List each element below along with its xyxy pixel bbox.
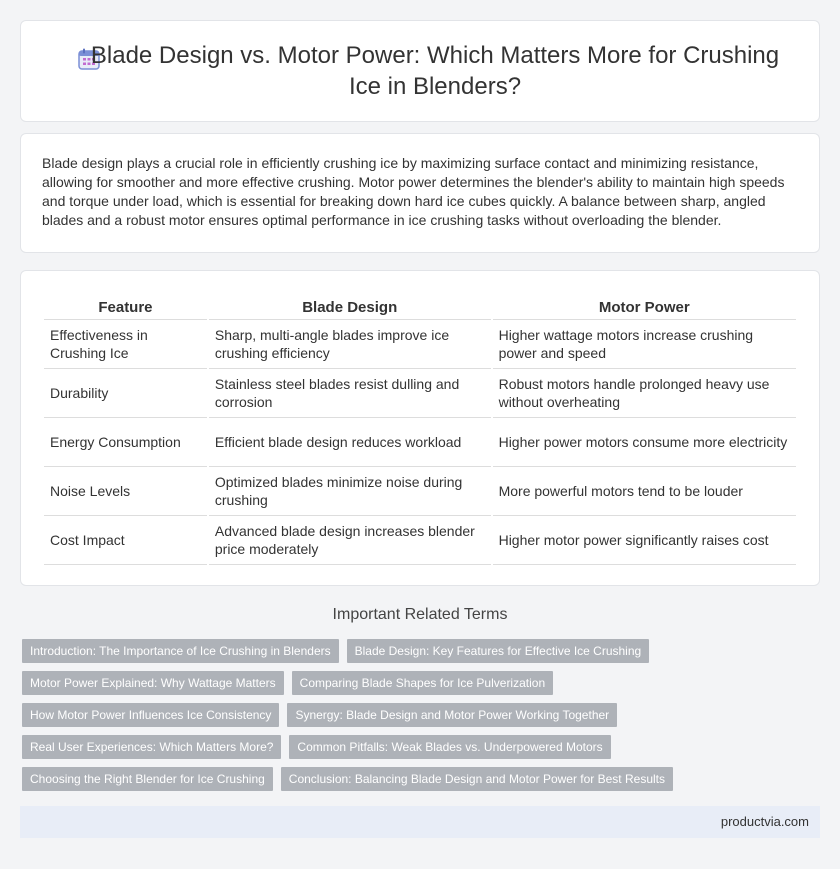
related-term-tag[interactable]: Motor Power Explained: Why Wattage Matters <box>22 671 284 695</box>
table-row <box>44 418 796 467</box>
page-title: Blade Design vs. Motor Power: Which Matters More for Crushing Ice in Blenders? <box>90 42 780 100</box>
related-term-tag[interactable]: How Motor Power Influences Ice Consistency <box>22 703 279 727</box>
related-term-tag[interactable]: Introduction: The Importance of Ice Crushing in Blenders <box>22 639 339 663</box>
related-terms-heading: Important Related Terms <box>332 606 508 623</box>
table-cell-blade: Advanced blade design increases blender price moderately <box>209 516 491 565</box>
table-cell-motor: Higher wattage motors increase crushing power and speed <box>493 320 796 369</box>
table-cell-blade: Efficient blade design reduces workload <box>209 418 491 467</box>
related-term-tag[interactable]: Real User Experiences: Which Matters More? <box>22 735 281 759</box>
related-term-tag[interactable]: Blade Design: Key Features for Effective Ice Crushing <box>347 639 650 663</box>
related-term-tag[interactable]: Synergy: Blade Design and Motor Power Working Together <box>287 703 617 727</box>
table-row <box>44 467 796 516</box>
title-card <box>20 20 820 122</box>
header-motor-power: Motor Power <box>493 295 796 320</box>
related-term-tag[interactable]: Choosing the Right Blender for Ice Crushing <box>22 767 273 791</box>
table-cell-motor: More powerful motors tend to be louder <box>493 467 796 516</box>
table-cell-feature: Noise Levels <box>44 467 207 516</box>
related-term-tag[interactable]: Comparing Blade Shapes for Ice Pulverization <box>292 671 553 695</box>
footer-site-link[interactable]: productvia.com <box>720 814 809 829</box>
related-terms-list <box>22 639 822 799</box>
comparison-table <box>42 295 798 565</box>
table-cell-feature: Cost Impact <box>44 516 207 565</box>
table-cell-blade: Stainless steel blades resist dulling and corrosion <box>209 369 491 418</box>
related-term-tag[interactable]: Conclusion: Balancing Blade Design and Motor Power for Best Results <box>281 767 673 791</box>
header-blade-design: Blade Design <box>209 295 491 320</box>
table-cell-feature: Energy Consumption <box>44 418 207 467</box>
intro-paragraph: Blade design plays a crucial role in efficiently crushing ice by maximizing surface contact and minimizing resistance, allowing for smoother and more effective crushing. Motor power determines the blender's ability to maintain high speeds and torque under load, which is essential for breaking down hard ice cubes quickly. A balance between sharp, angled blades and a robust motor ensures optimal performance in ice crushing tasks without overloading the blender. <box>42 155 785 228</box>
table-cell-blade: Sharp, multi-angle blades improve ice crushing efficiency <box>209 320 491 369</box>
table-row <box>44 320 796 369</box>
table-cell-motor: Robust motors handle prolonged heavy use without overheating <box>493 369 796 418</box>
comparison-table-card <box>20 270 820 586</box>
table-row <box>44 369 796 418</box>
table-header-row <box>44 295 796 320</box>
related-term-tag[interactable]: Common Pitfalls: Weak Blades vs. Underpowered Motors <box>289 735 610 759</box>
table-cell-motor: Higher motor power significantly raises cost <box>493 516 796 565</box>
footer-bar <box>20 806 820 838</box>
table-row <box>44 516 796 565</box>
table-cell-feature: Effectiveness in Crushing Ice <box>44 320 207 369</box>
table-cell-feature: Durability <box>44 369 207 418</box>
table-cell-blade: Optimized blades minimize noise during crushing <box>209 467 491 516</box>
intro-card <box>20 133 820 253</box>
header-feature: Feature <box>44 295 207 320</box>
table-cell-motor: Higher power motors consume more electricity <box>493 418 796 467</box>
